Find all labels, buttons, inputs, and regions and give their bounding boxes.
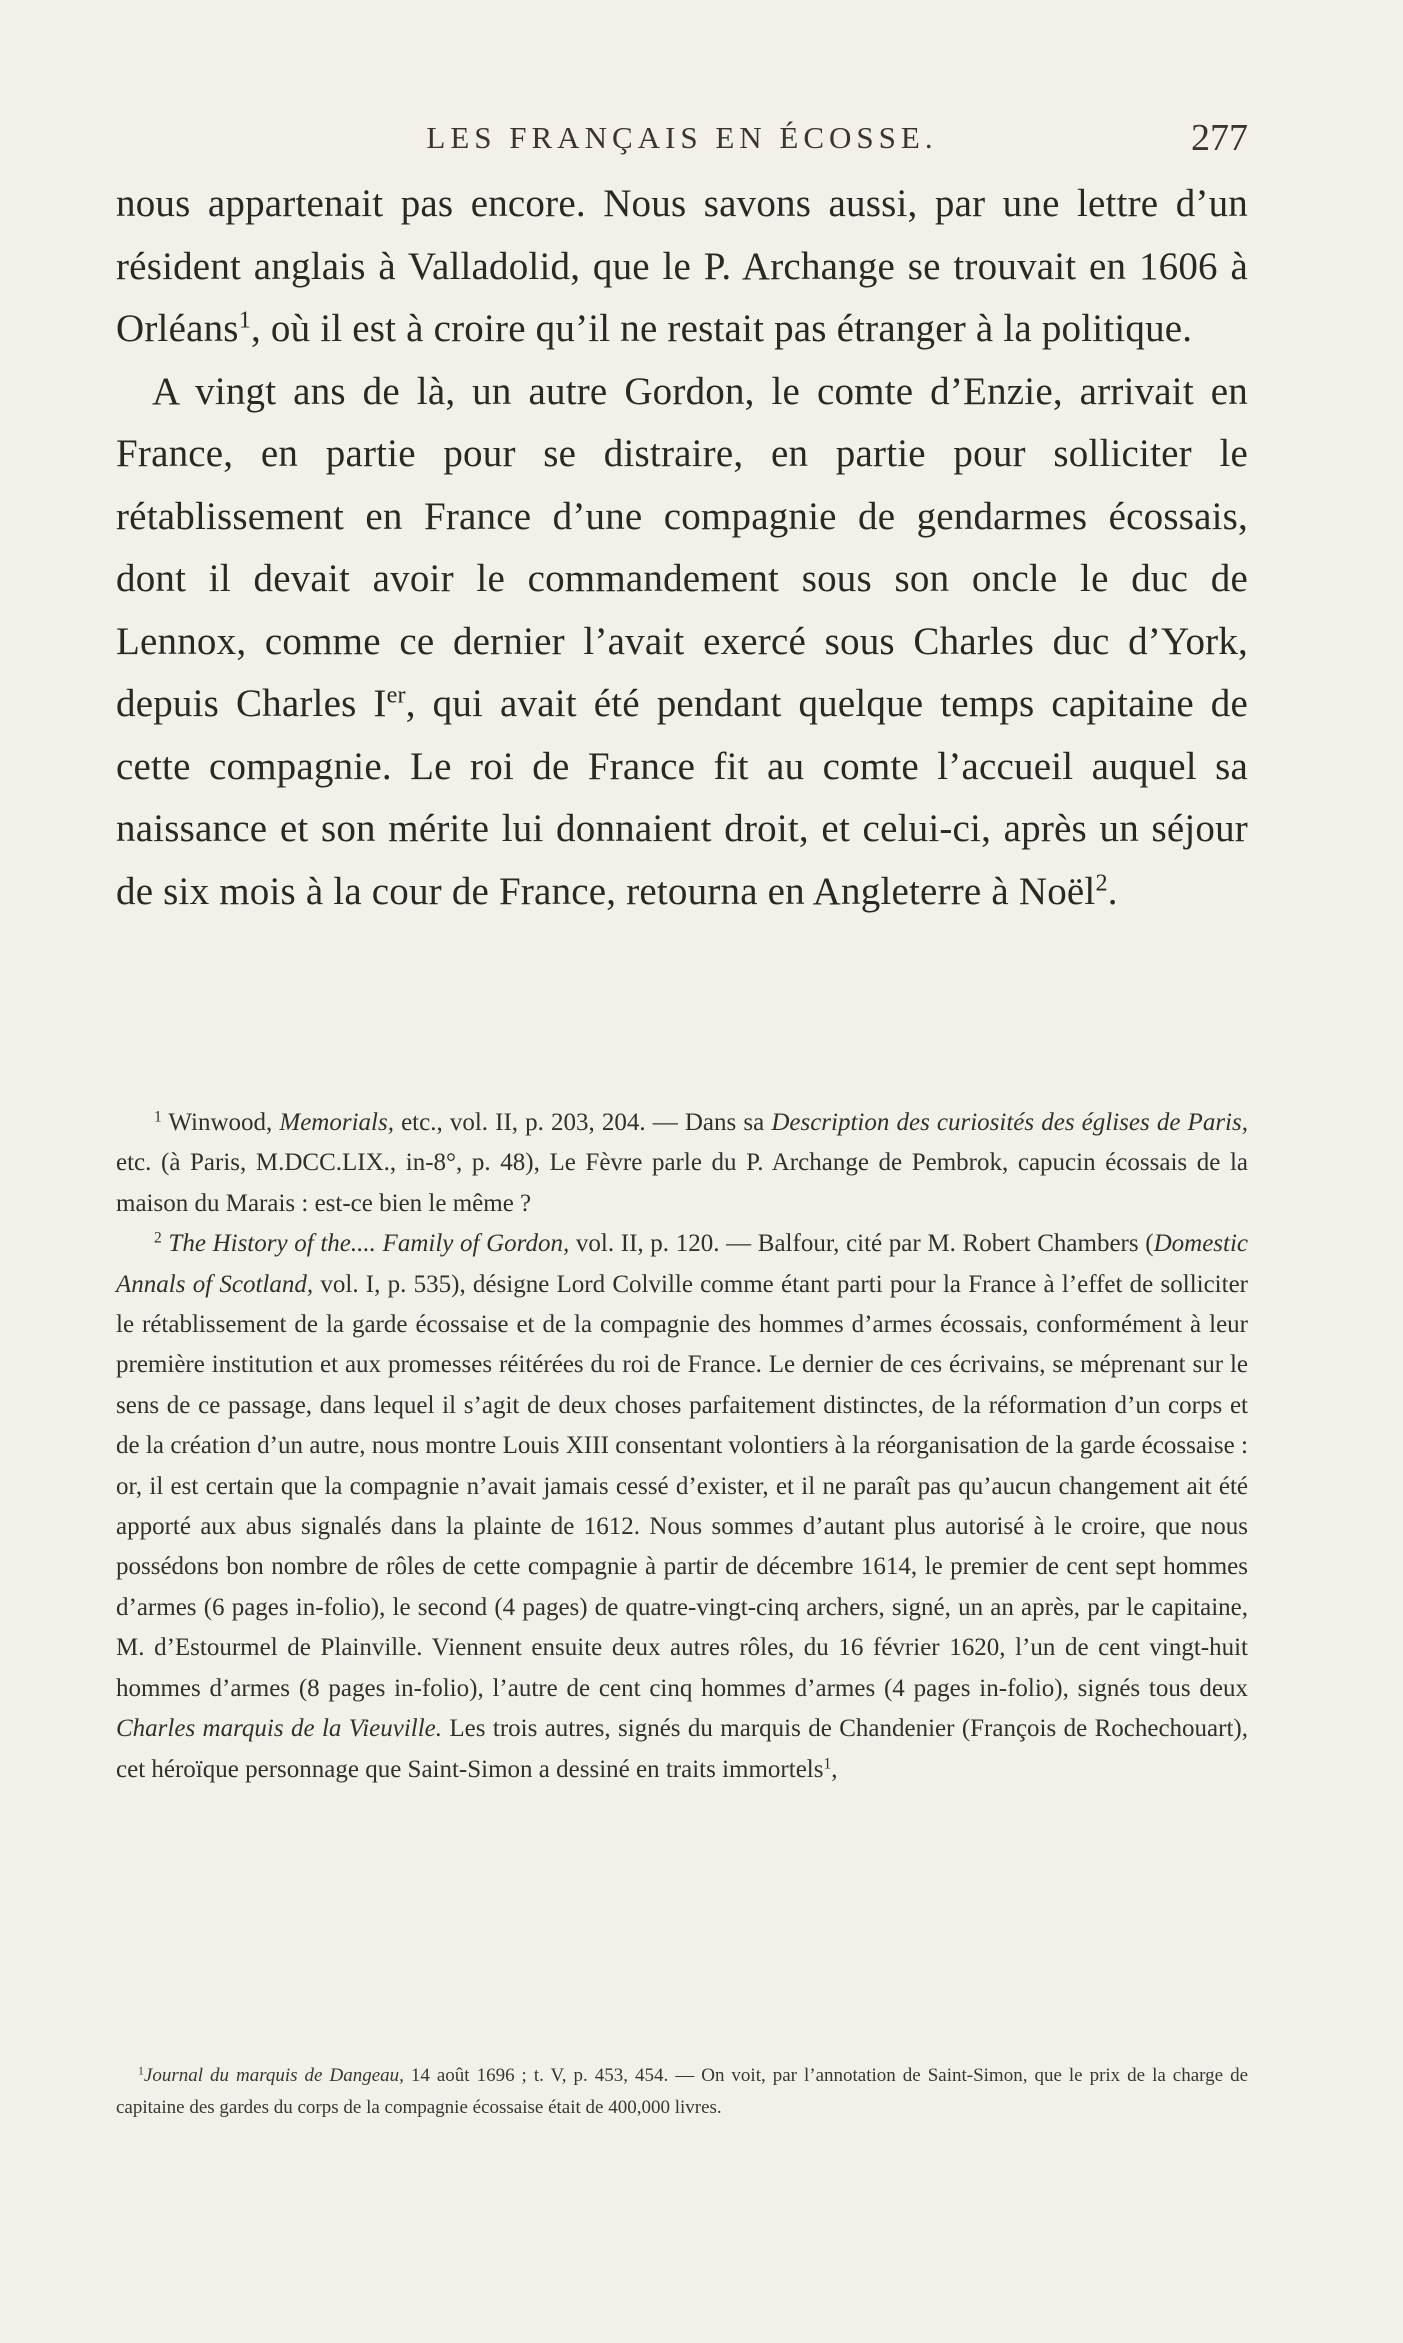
main-text xyxy=(116,173,1248,923)
running-title: LES FRANÇAIS EN ÉCOSSE. xyxy=(426,120,938,155)
page-header xyxy=(116,116,1248,160)
paragraph-1: nous appartenait pas encore. Nous savons aussi, par une lettre d’un résident anglais à Valladolid, que le P. Archange se trouvait en 1606 à Orléans$^1$, où il est à croire qu’il ne restait pas étranger à la politique. xyxy=(116,182,1248,350)
footnote-ref-2: 2 xyxy=(1095,869,1108,897)
footnote-marker: 1 xyxy=(154,1108,162,1126)
footnote-marker: 2 xyxy=(154,1229,162,1247)
superscript-er: er xyxy=(386,681,406,709)
paragraph-2: A vingt ans de là, un autre Gordon, le comte d’Enzie, arrivait en France, en partie pour se distraire, en partie pour solliciter le rétablissement en France d’une compagnie de gendarmes écossais, dont il devait avoir le commandement sous son oncle le duc de Lennox, comme ce dernier l’avait exercé sous Charles duc d’York, depuis Charles Ier, qui avait été pendant quelque temps capitaine de cette compagnie. Le roi de France fit au comte l’accueil auquel sa naissance et son mérite lui donnaient droit, et celui-ci, après un séjour de six mois à la cour de France, retourna en Angleterre à Noël$^2$. xyxy=(116,369,1248,913)
footnote-2: $^2$ The History of the.... Family of Gordon, vol. II, p. 120. — Balfour, cité par M. Robert Chambers (Domestic Annals of Scotland, vol. I, p. 535), désigne Lord Colville comme étant parti pour la France à l’effet de solliciter le rétablissement de la garde écossaise et de la compagnie des hommes d’armes écossais, conformément à leur première institution et aux promesses réitérées du roi de France. Le dernier de ces écrivains, se méprenant sur le sens de ce passage, dans lequel il s’agit de deux choses parfaitement distinctes, de la réformation d’un corps et de la création d’un autre, nous montre Louis XIII consentant volontiers à la réorganisation de la garde écossaise : or, il est certain que la compagnie n’avait jamais cessé d’exister, et il ne paraît pas qu’aucun changement ait été apporté aux abus signalés dans la plainte de 1612. Nous sommes d’autant plus autorisé à le croire, que nous possédons bon nombre de rôles de cette compagnie à partir de décembre 1614, le premier de cent sept hommes d’armes (6 pages in-folio), le second (4 pages) de quatre-vingt-cinq archers, signé, un an après, par le capitaine, M. d’Estourmel de Plainville. Viennent ensuite deux autres rôles, du 16 février 1620, l’un de cent vingt-huit hommes d’armes (8 pages in-folio), l’autre de cent cinq hommes d’armes (4 pages in-folio), signés tous deux Charles marquis de la Vieuville. Les trois autres, signés du marquis de Chandenier (François de Rochechouart), cet héroïque personnage que Saint-Simon a dessiné en traits immortels$^1$, xyxy=(116,1229,1249,1783)
footnotes xyxy=(116,1103,1248,1790)
page-number: 277 xyxy=(1191,117,1248,159)
sub-footnotes xyxy=(116,2060,1248,2124)
footnote-ref-sub-1: 1 xyxy=(823,1754,832,1772)
footnote-1: $^1$ Winwood, Memorials, etc., vol. II, p. 203, 204. — Dans sa Description des curiosités des églises de Paris, etc. (à Paris, M.DCC.LIX., in-8°, p. 48), Le Fèvre parle du P. Archange de Pembrok, capucin écossais de la maison du Marais : est-ce bien le même ? xyxy=(116,1108,1248,1217)
sub-footnote-1: $^1$Journal du marquis de Dangeau, 14 août 1696 ; t. V, p. 453, 454. — On voit, par l’annotation de Saint-Simon, que le prix de la charge de capitaine des gardes du corps de la compagnie écossaise était de 400,000 livres. xyxy=(116,2064,1249,2118)
footnote-ref-1: 1 xyxy=(238,306,251,334)
footnote-marker: 1 xyxy=(138,2064,144,2078)
